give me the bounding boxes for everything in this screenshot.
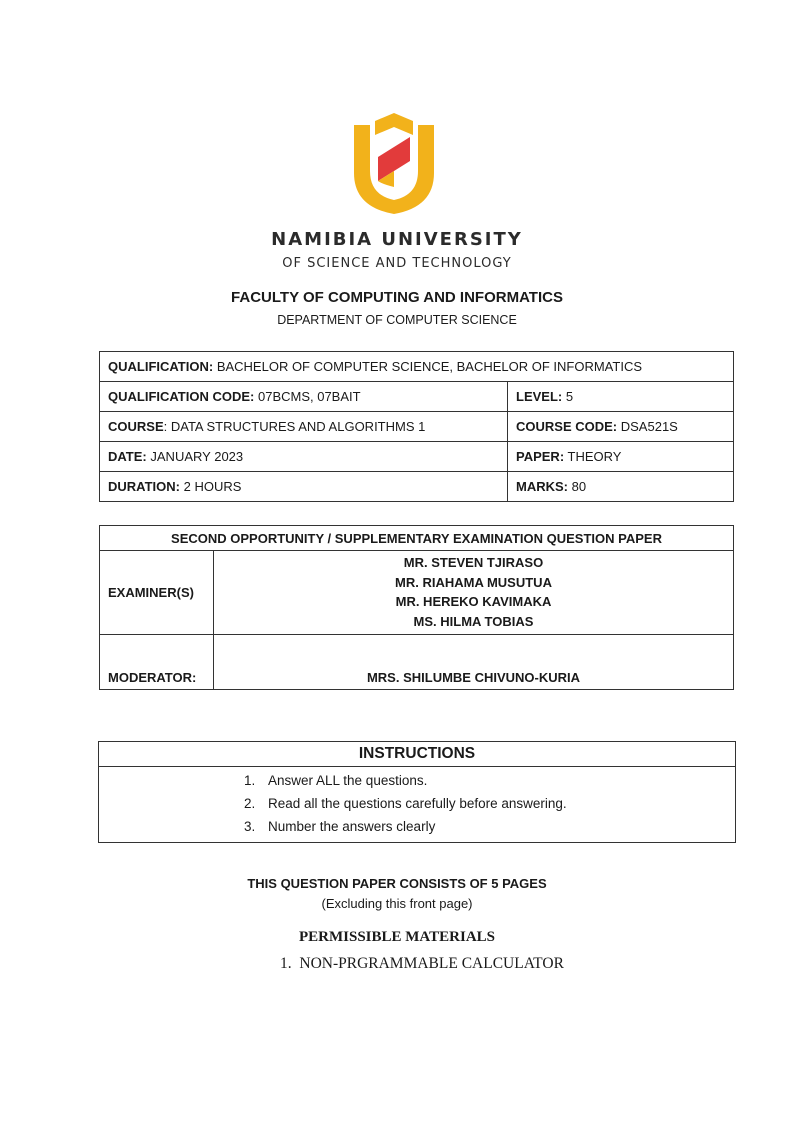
- university-logo: [348, 111, 440, 215]
- moderator-row: [100, 635, 734, 690]
- instructions-box: [98, 741, 736, 843]
- examiners-row: [100, 551, 734, 635]
- level-label: LEVEL:: [516, 389, 563, 404]
- course-code-cell: [508, 412, 734, 442]
- examiners-table: [99, 525, 734, 690]
- instruction-item: [99, 815, 735, 838]
- pages-note: THIS QUESTION PAPER CONSISTS OF 5 PAGES: [247, 876, 547, 891]
- instruction-number: 1.: [244, 773, 256, 788]
- exam-heading-row: [100, 526, 734, 551]
- marks-label: MARKS:: [516, 479, 568, 494]
- course-value: : DATA STRUCTURES AND ALGORITHMS 1: [163, 419, 426, 434]
- course-row: [100, 412, 734, 442]
- instructions-list: [99, 767, 735, 842]
- course-code-label: COURSE CODE:: [516, 419, 618, 434]
- duration-cell: [100, 472, 508, 502]
- duration-label: DURATION:: [108, 479, 180, 494]
- department-title: DEPARTMENT OF COMPUTER SCIENCE: [277, 313, 517, 327]
- duration-value: 2 HOURS: [183, 479, 242, 494]
- moderator-label: MODERATOR:: [100, 635, 214, 690]
- instruction-text: Read all the questions carefully before answering.: [268, 796, 567, 811]
- instruction-text: Number the answers clearly: [268, 819, 436, 834]
- course-cell: [100, 412, 508, 442]
- marks-cell: [508, 472, 734, 502]
- qualification-code-row: [100, 382, 734, 412]
- material-text: NON-PRGRAMMABLE CALCULATOR: [299, 955, 564, 972]
- instruction-text: Answer ALL the questions.: [268, 773, 428, 788]
- qualification-code-cell: [100, 382, 508, 412]
- course-code-value: DSA521S: [620, 419, 678, 434]
- examiner-name: MS. HILMA TOBIAS: [413, 613, 534, 629]
- material-number: 1.: [280, 955, 292, 972]
- duration-row: [100, 472, 734, 502]
- date-row: [100, 442, 734, 472]
- moderator-name: MRS. SHILUMBE CHIVUNO-KURIA: [214, 635, 734, 690]
- level-cell: [508, 382, 734, 412]
- paper-value: THEORY: [567, 449, 622, 464]
- material-item: [280, 955, 564, 973]
- paper-cell: [508, 442, 734, 472]
- examiner-names: [214, 551, 734, 635]
- qualification-value: BACHELOR OF COMPUTER SCIENCE, BACHELOR OF INFORMATICS: [216, 359, 643, 374]
- university-subtitle: OF SCIENCE AND TECHNOLOGY: [282, 256, 512, 271]
- qualification-table: [99, 351, 734, 502]
- course-label: COURSE: [108, 419, 164, 434]
- instructions-title: INSTRUCTIONS: [99, 742, 735, 767]
- qualification-code-label: QUALIFICATION CODE:: [108, 389, 255, 404]
- examiner-name: MR. RIAHAMA MUSUTUA: [395, 574, 552, 590]
- paper-label: PAPER:: [516, 449, 565, 464]
- exam-heading: SECOND OPPORTUNITY / SUPPLEMENTARY EXAMINATION QUESTION PAPER: [100, 526, 734, 551]
- qualification-code-value: 07BCMS, 07BAIT: [257, 389, 361, 404]
- permissible-materials-heading: PERMISSIBLE MATERIALS: [298, 929, 496, 945]
- date-value: JANUARY 2023: [150, 449, 244, 464]
- instruction-number: 2.: [244, 796, 256, 811]
- examiner-label: EXAMINER(S): [100, 551, 214, 635]
- instruction-number: 3.: [244, 819, 256, 834]
- date-cell: [100, 442, 508, 472]
- excluding-note: (Excluding this front page): [321, 896, 473, 911]
- qualification-label: QUALIFICATION:: [108, 359, 214, 374]
- examiner-name: MR. STEVEN TJIRASO: [403, 555, 544, 570]
- instruction-item: [99, 792, 735, 815]
- faculty-title: FACULTY OF COMPUTING AND INFORMATICS: [231, 289, 563, 306]
- marks-value: 80: [571, 479, 587, 494]
- date-label: DATE:: [108, 449, 147, 464]
- instruction-item: [99, 769, 735, 792]
- university-name: NAMIBIA UNIVERSITY: [271, 229, 523, 250]
- examiner-name: MR. HEREKO KAVIMAKA: [395, 594, 552, 609]
- level-value: 5: [565, 389, 574, 404]
- qualification-row: [100, 352, 734, 382]
- qualification-cell: [100, 352, 734, 382]
